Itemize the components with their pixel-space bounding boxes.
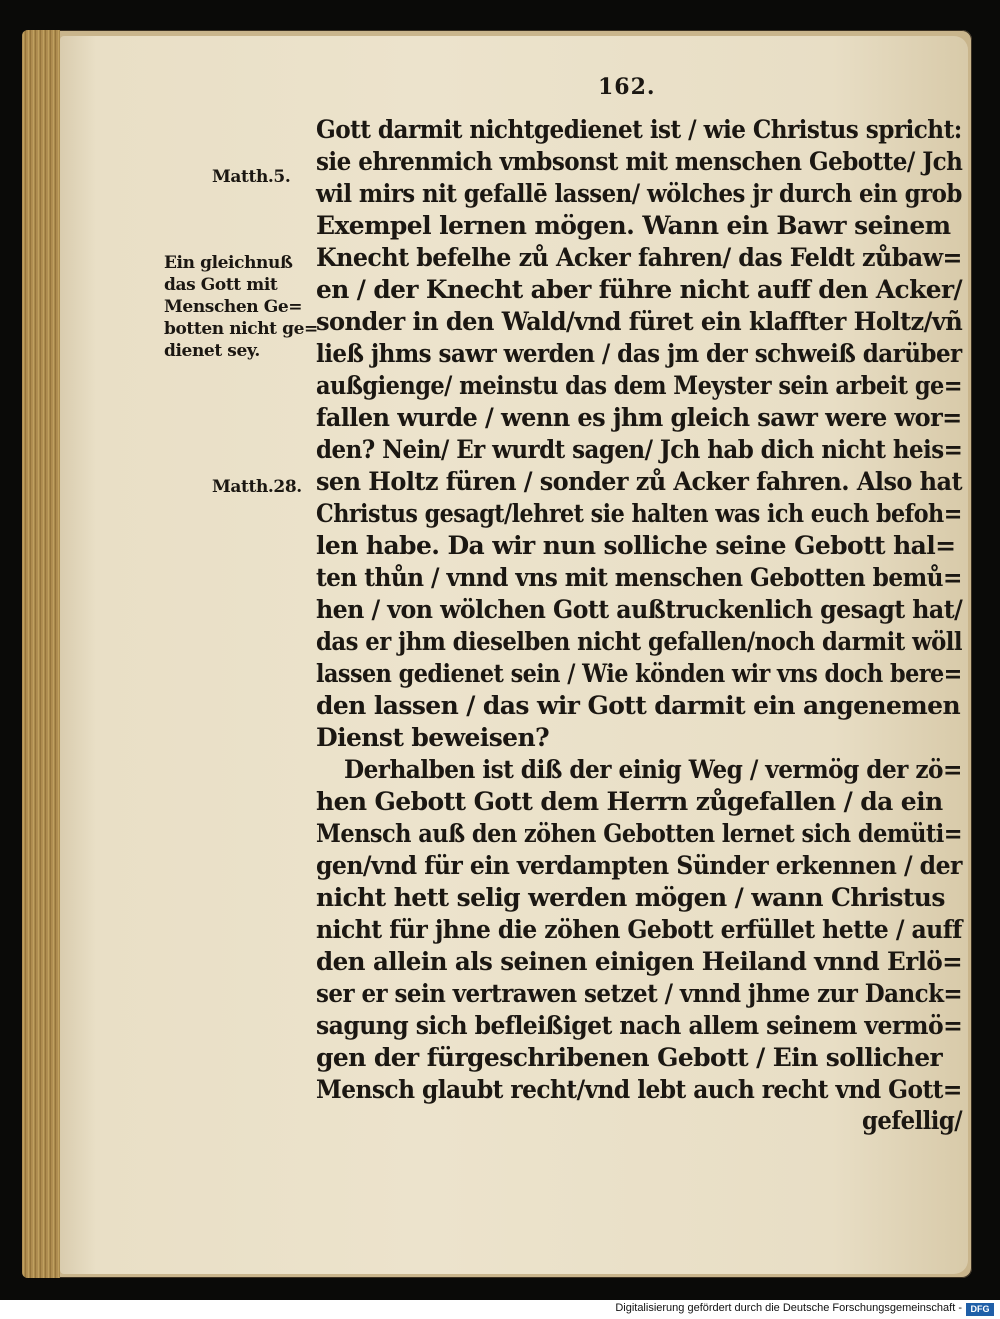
text-line: wil mirs nit gefallē lassen/ wölches jr durch ein grob <box>316 179 962 208</box>
margin-note-gleichnuss-line: Ein gleichnuß <box>164 253 293 273</box>
margin-note-gleichnuss-line: botten nicht ge= <box>164 319 318 339</box>
page-number: 162. <box>598 74 656 100</box>
text-line: en / der Knecht aber führe nicht auff den Acker/ <box>316 275 962 304</box>
text-line: fallen wurde / wenn es jhm gleich sawr were wor= <box>316 403 962 432</box>
margin-note-gleichnuss-line: Menschen Ge= <box>164 297 303 317</box>
text-line: gen der fürgeschribenen Gebott / Ein sollicher <box>316 1043 943 1072</box>
text-line: Mensch auß den zöhen Gebotten lernet sich demüti= <box>316 819 963 848</box>
text-line: den? Nein/ Er wurdt sagen/ Jch hab dich nicht heis= <box>316 435 963 464</box>
text-line: ließ jhms sawr werden / das jm der schweiß darüber <box>316 339 962 368</box>
text-line: gen/vnd für ein verdampten Sünder erkennen / der <box>316 851 962 880</box>
text-line: nicht hett selig werden mögen / wann Christus <box>316 883 945 912</box>
dfg-logo[interactable]: DFG <box>966 1303 994 1316</box>
margin-note-matth-28: Matth.28. <box>212 477 302 497</box>
catchword: gefellig/ <box>862 1106 962 1135</box>
text-line: Derhalben ist diß der einig Weg / vermög der zö= <box>344 755 962 784</box>
text-line: hen / von wölchen Gott außtruckenlich gesagt hat/ <box>316 595 963 624</box>
text-line: Gott darmit nichtgedienet ist / wie Christus spricht: <box>316 115 962 144</box>
text-line: sen Holtz füren / sonder zů Acker fahren. Also hat <box>316 467 962 496</box>
text-line: außgienge/ meinstu das dem Meyster sein arbeit ge= <box>316 371 963 400</box>
text-line: den allein als seinen einigen Heiland vnnd Erlö= <box>316 947 963 976</box>
text-line: den lassen / das wir Gott darmit ein angenemen <box>316 691 961 720</box>
footer-bar <box>0 1300 1000 1319</box>
text-line: Exempel lernen mögen. Wann ein Bawr seinem <box>316 211 951 240</box>
text-line: lassen gedienet sein / Wie könden wir vns doch bere= <box>316 659 962 688</box>
text-line: sagung sich befleißiget nach allem seinem vermö= <box>316 1011 963 1040</box>
text-line: hen Gebott Gott dem Herrn zůgefallen / da ein <box>316 787 943 816</box>
text-line: ser er sein vertrawen setzet / vnnd jhme zur Danck= <box>316 979 963 1008</box>
text-line: das er jhm dieselben nicht gefallen/noch darmit wöll <box>316 627 962 656</box>
text-line: sie ehrenmich vmbsonst mit menschen Gebotte/ Jch <box>316 147 963 176</box>
book-leaves <box>22 30 60 1278</box>
margin-note-gleichnuss-line: dienet sey. <box>164 341 260 361</box>
text-line: Knecht befelhe zů Acker fahren/ das Feldt zůbaw= <box>316 243 962 272</box>
margin-note-matth-5: Matth.5. <box>212 167 291 187</box>
margin-note-gleichnuss-line: das Gott mit <box>164 275 278 295</box>
text-line: len habe. Da wir nun solliche seine Gebott hal= <box>316 531 956 560</box>
text-line: nicht für jhne die zöhen Gebott erfüllet hette / auff <box>316 915 962 944</box>
text-line: sonder in den Wald/vnd füret ein klaffter Holtz/vñ <box>316 307 963 336</box>
text-line: ten thůn / vnnd vns mit menschen Gebotten bemů= <box>316 563 962 592</box>
text-line: Christus gesagt/lehret sie halten was ich euch befoh= <box>316 499 962 528</box>
footer-credit: Digitalisierung gefördert durch die Deutsche Forschungsgemeinschaft - <box>615 1302 962 1314</box>
text-line: Dienst beweisen? <box>316 723 550 752</box>
text-line: Mensch glaubt recht/vnd lebt auch recht vnd Gott= <box>316 1075 962 1104</box>
